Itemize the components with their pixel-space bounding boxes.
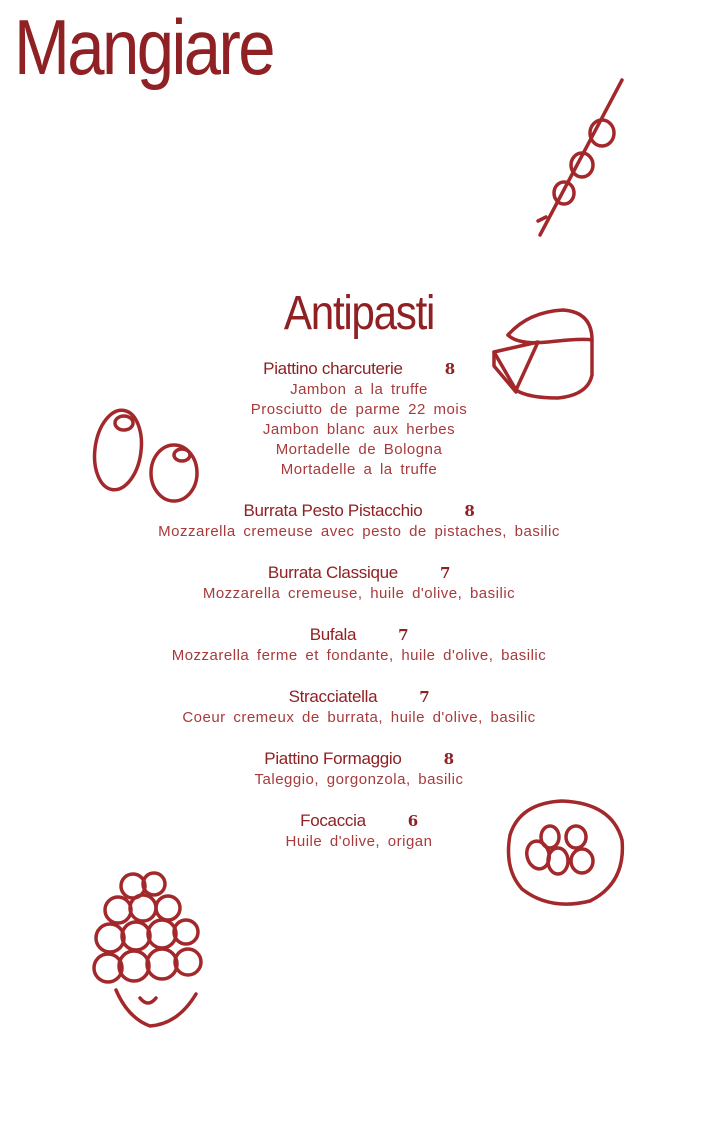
section-title: Antipasti [283,287,435,340]
menu-item-price: 7 [398,626,409,644]
menu-item-price: 7 [439,564,451,582]
menu-item-header [0,358,718,380]
menu-item-name: Focaccia [300,811,366,830]
menu-item-header [0,748,718,770]
menu-item-detail: Jambon blanc aux herbes [262,421,456,438]
menu-item-price: 6 [407,812,418,830]
menu-item-price: 8 [443,750,454,768]
menu-item-name: Bufala [309,625,357,644]
menu-item-price: 8 [444,360,455,378]
skewer-icon [530,75,630,245]
menu-item-detail: Mozzarella ferme et fondante, huile d'olive, basilic [171,647,547,664]
menu-item [0,500,718,542]
menu-item-detail: Mozzarella cremeuse avec pesto de pistaches, basilic [158,523,560,540]
menu-item-header [0,686,718,708]
menu-item-detail: Huile d'olive, origan [285,833,433,850]
menu-item-header [0,624,718,646]
menu-item-name: Stracciatella [288,687,378,706]
menu-item [0,562,718,604]
menu-item-detail: Prosciutto de parme 22 mois [250,401,468,418]
menu-item-name: Burrata Pesto Pistacchio [243,501,423,520]
menu-item [0,358,718,480]
menu-item [0,624,718,666]
olive-bowl-icon [500,795,630,915]
menu-item-name: Piattino charcuterie [263,359,403,378]
menu-item-name: Piattino Formaggio [264,749,402,768]
menu-item-detail: Mortadelle a la truffe [280,461,438,478]
menu-item-detail: Coeur cremeux de burrata, huile d'olive, basilic [182,709,536,726]
menu-item-header [0,562,718,584]
menu-item [0,748,718,790]
menu-item-header [0,500,718,522]
menu-item-detail: Mozzarella cremeuse, huile d'olive, basilic [202,585,516,602]
grapes-icon [88,868,218,1038]
page-title: Mangiare [14,3,274,91]
menu-item [0,686,718,728]
menu-item-price: 7 [419,688,430,706]
menu-item-name: Burrata Classique [267,563,398,582]
menu-item-detail: Taleggio, gorgonzola, basilic [254,771,464,788]
menu-item-detail: Mortadelle de Bologna [275,441,443,458]
menu-item-price: 8 [464,502,475,520]
menu-item-detail: Jambon a la truffe [290,381,428,398]
